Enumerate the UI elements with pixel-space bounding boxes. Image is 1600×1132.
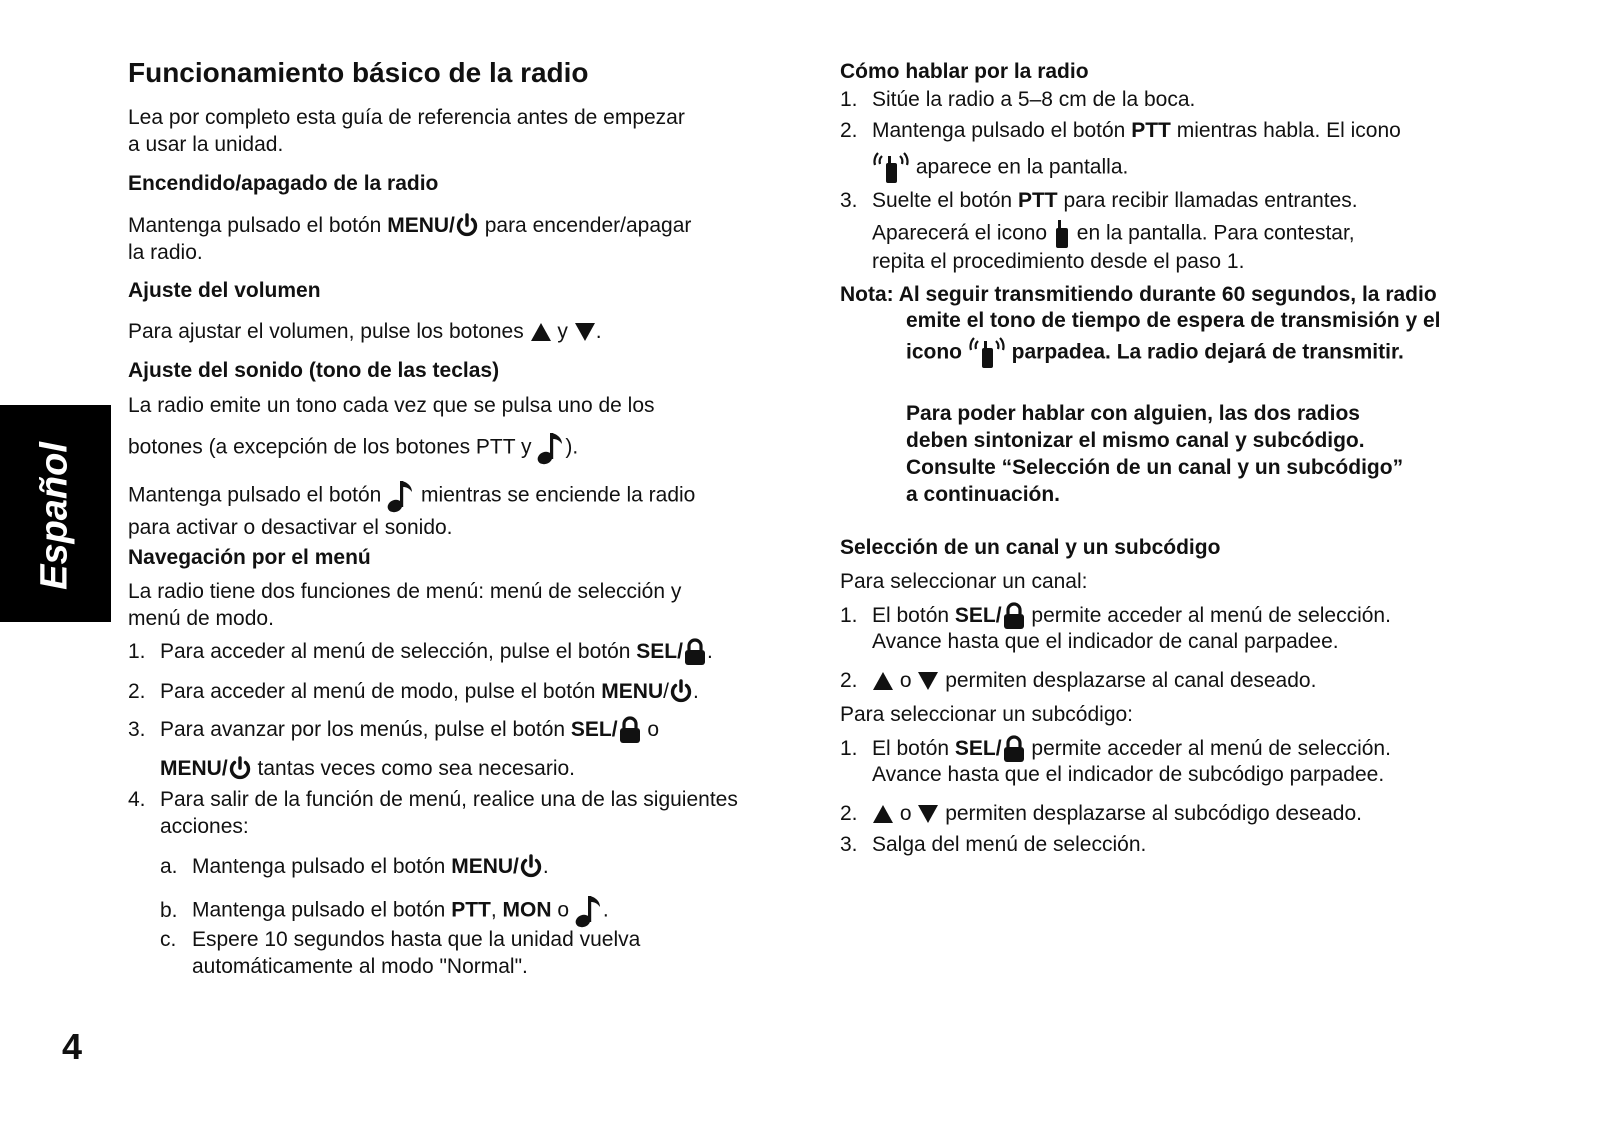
list-item: [128, 716, 659, 744]
text: Mantenga pulsado el botón: [872, 119, 1132, 142]
lock-icon: [1002, 735, 1026, 763]
note-line: Para poder hablar con alguien, las dos radios: [906, 402, 1360, 425]
ptt-button-label: PTT: [1017, 189, 1058, 212]
note-line: deben sintonizar el mismo canal y subcódigo.: [906, 429, 1365, 452]
text: o: [894, 669, 918, 692]
subcode-intro: Para seleccionar un subcódigo:: [840, 703, 1134, 726]
text: mientras habla. El icono: [1170, 119, 1401, 142]
text: Espere 10 segundos hasta que la unidad vuelva: [192, 928, 641, 951]
menu-heading: Navegación por el menú: [128, 546, 371, 569]
music-note-icon: [537, 430, 565, 466]
power-icon: [228, 756, 252, 782]
list-number: 1.: [840, 88, 858, 111]
ptt-button-label: PTT: [451, 898, 491, 922]
power-icon: [455, 213, 479, 239]
select-heading: Selección de un canal y un subcódigo: [840, 536, 1221, 559]
list-number: 4.: [128, 788, 146, 811]
down-arrow-icon: [917, 804, 939, 824]
list-item: [840, 667, 1316, 694]
text: Mantenga pulsado el botón: [192, 898, 452, 922]
list-item: [840, 800, 1362, 827]
list-item-line: [840, 602, 1391, 630]
menu-intro-line: menú de modo.: [128, 607, 274, 630]
list-number: 3.: [128, 718, 146, 741]
text: botones (a excepción de los botones PTT y: [128, 435, 538, 459]
text: o: [894, 802, 918, 825]
intro-paragraph: [128, 104, 685, 158]
text: mientras se enciende la radio: [415, 483, 696, 507]
list-number: 3.: [840, 833, 858, 856]
menu-button-label: MENU: [601, 680, 664, 703]
power-line: la radio.: [128, 241, 203, 265]
text: Para avanzar por los menús, pulse el botón: [160, 718, 571, 741]
radio-icon: [1053, 219, 1071, 249]
list-number: 2.: [840, 119, 858, 142]
sound-line: La radio emite un tono cada vez que se pulsa uno de los: [128, 394, 655, 417]
mon-button-label: MON: [502, 898, 552, 922]
text: para encender/apagar: [478, 214, 692, 237]
music-note-icon: [387, 478, 415, 514]
list-number: 1.: [840, 737, 858, 760]
sel-button-label: SEL/: [570, 718, 618, 741]
volume-heading: Ajuste del volumen: [128, 279, 321, 302]
power-paragraph: [128, 212, 691, 266]
list-item: [128, 638, 713, 666]
list-item: [840, 602, 1391, 655]
list-item: [840, 831, 1146, 858]
list-item-line: Avance hasta que el indicador de canal parpadee.: [872, 630, 1339, 654]
list-number: 2.: [128, 680, 146, 703]
text: Para ajustar el volumen, pulse los botones: [128, 320, 530, 343]
sub-list-line: [160, 926, 640, 953]
list-number: 2.: [840, 669, 858, 692]
talk-heading: Cómo hablar por la radio: [840, 60, 1089, 83]
list-number: 1.: [128, 640, 146, 663]
sound-line: [128, 430, 578, 466]
text: Mantenga pulsado el botón: [192, 855, 452, 878]
sound-line: para activar o desactivar el sonido.: [128, 516, 453, 539]
list-item-line: Avance hasta que el indicador de subcódigo parpadee.: [872, 763, 1385, 787]
text: .: [602, 898, 609, 922]
transmit-icon: [872, 152, 910, 184]
list-item-continuation: repita el procedimiento desde el paso 1.: [872, 250, 1245, 273]
text: o: [551, 898, 575, 922]
text: icono: [906, 340, 968, 364]
text: permite acceder al menú de selección.: [1025, 737, 1391, 760]
text: Sitúe la radio a 5–8 cm de la boca.: [872, 88, 1196, 111]
sel-button-label: SEL/: [636, 640, 683, 663]
note-line: Nota: Al seguir transmitiendo durante 60 segundos, la radio: [840, 283, 1437, 306]
page-number: 4: [62, 1026, 83, 1067]
down-arrow-icon: [574, 322, 596, 342]
text: ).: [565, 435, 579, 459]
list-number: 3.: [840, 189, 858, 212]
text: aparece en la pantalla.: [910, 155, 1129, 179]
list-letter: c.: [160, 928, 177, 951]
language-label: Español: [33, 442, 76, 590]
sound-paragraph: [128, 478, 695, 541]
text: o: [641, 718, 660, 741]
menu-button-label: MENU/: [387, 214, 455, 237]
lock-icon: [618, 716, 642, 744]
text: tantas veces como sea necesario.: [251, 757, 576, 780]
text: .: [706, 640, 713, 663]
sub-list-item: [160, 853, 549, 880]
text: Para salir de la función de menú, realice una de las siguientes: [160, 788, 738, 811]
list-item: [840, 735, 1391, 788]
menu-intro: [128, 578, 681, 632]
text: .: [542, 855, 549, 878]
list-item-line: [840, 735, 1391, 763]
up-arrow-icon: [872, 804, 894, 824]
text: .: [692, 680, 699, 703]
note-line: a continuación.: [906, 483, 1061, 506]
sound-heading: Ajuste del sonido (tono de las teclas): [128, 359, 500, 382]
intro-line: a usar la unidad.: [128, 133, 284, 156]
sel-button-label: SEL/: [954, 737, 1002, 760]
text: y: [551, 320, 574, 343]
list-item: [840, 117, 1401, 144]
text: permiten desplazarse al canal deseado.: [939, 669, 1317, 692]
text: .: [595, 320, 602, 343]
list-number: 1.: [840, 604, 858, 627]
channel-intro: Para seleccionar un canal:: [840, 570, 1088, 593]
sub-list-item: [160, 926, 640, 980]
list-item: [840, 187, 1358, 214]
text: Mantenga pulsado el botón: [128, 214, 388, 237]
up-arrow-icon: [872, 671, 894, 691]
text: Para acceder al menú de modo, pulse el botón: [160, 680, 602, 703]
list-item: [128, 786, 738, 840]
note-line: Consulte “Selección de un canal y un subcódigo”: [906, 456, 1404, 479]
text: permiten desplazarse al subcódigo deseado.: [939, 802, 1362, 825]
text: El botón: [872, 737, 955, 760]
list-item-line: [128, 786, 738, 813]
menu-button-label: MENU/: [451, 855, 519, 878]
menu-button-label: MENU/: [160, 757, 228, 780]
volume-paragraph: [128, 318, 602, 345]
list-item-continuation: [872, 219, 1355, 249]
text: Aparecerá el icono: [872, 221, 1053, 245]
text: Suelte el botón: [872, 189, 1018, 212]
intro-line: Lea por completo esta guía de referencia antes de empezar: [128, 106, 685, 129]
note-line: emite el tono de tiempo de espera de transmisión y el: [906, 309, 1441, 332]
note-paragraph: [906, 400, 1403, 508]
power-line: [128, 212, 691, 239]
text: parpadea. La radio dejará de transmitir.: [1005, 340, 1404, 364]
list-letter: b.: [160, 898, 178, 922]
lock-icon: [1002, 602, 1026, 630]
text: Salga del menú de selección.: [872, 833, 1147, 856]
list-item: [840, 86, 1195, 113]
ptt-button-label: PTT: [1131, 119, 1171, 142]
music-note-icon: [575, 893, 603, 929]
text: ,: [490, 898, 503, 922]
text: El botón: [872, 604, 955, 627]
text: en la pantalla. Para contestar,: [1070, 221, 1355, 245]
list-item: [128, 678, 699, 705]
menu-intro-line: La radio tiene dos funciones de menú: menú de selección y: [128, 580, 682, 603]
list-item-continuation: [872, 152, 1128, 184]
down-arrow-icon: [917, 671, 939, 691]
list-letter: a.: [160, 855, 178, 878]
power-icon: [519, 854, 543, 880]
up-arrow-icon: [530, 322, 552, 342]
text: permite acceder al menú de selección.: [1025, 604, 1391, 627]
list-item-line: acciones:: [160, 815, 249, 838]
list-number: 2.: [840, 802, 858, 825]
lock-icon: [683, 638, 707, 666]
text: Para acceder al menú de selección, pulse el botón: [160, 640, 637, 663]
text: Mantenga pulsado el botón: [128, 483, 388, 507]
text: /: [663, 680, 669, 703]
transmit-icon: [968, 337, 1006, 369]
list-item-continuation: [160, 755, 575, 782]
text: para recibir llamadas entrantes.: [1057, 189, 1358, 212]
sel-button-label: SEL/: [954, 604, 1002, 627]
note-line: [906, 337, 1404, 369]
power-heading: Encendido/apagado de la radio: [128, 172, 439, 195]
page-title: Funcionamiento básico de la radio: [128, 57, 589, 88]
language-side-tab: [0, 405, 111, 622]
sub-list-item: [160, 893, 609, 929]
sound-line: [128, 478, 695, 514]
power-icon: [669, 679, 693, 705]
sub-list-line: automáticamente al modo "Normal".: [192, 955, 528, 978]
